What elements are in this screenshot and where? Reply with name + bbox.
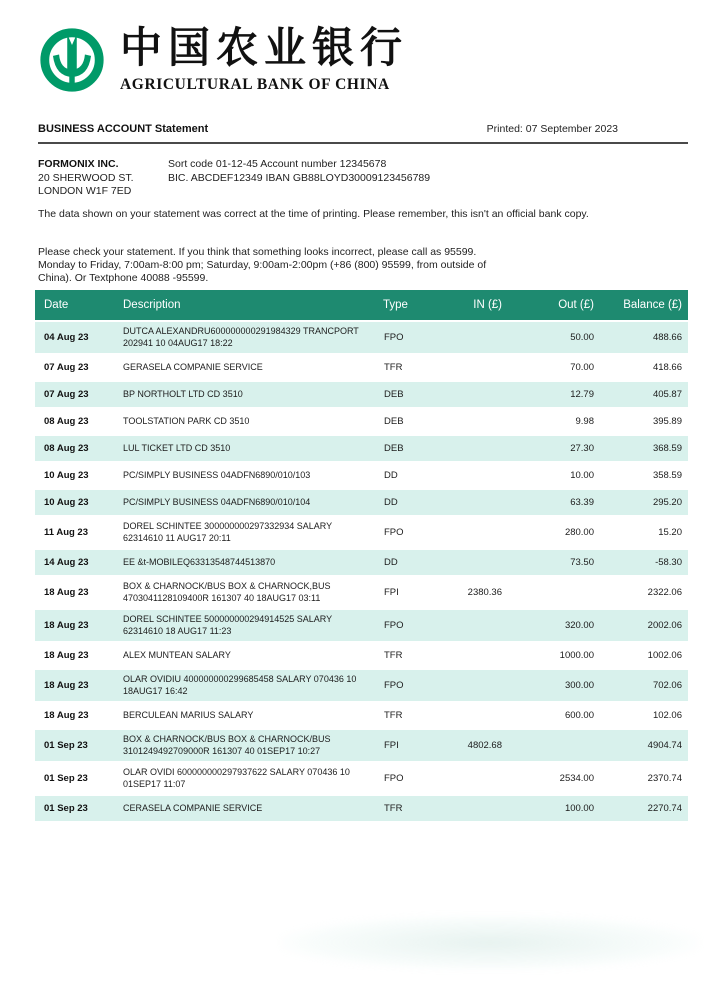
- cell-date: 18 Aug 23: [44, 680, 89, 691]
- cell-type: TFR: [384, 362, 403, 373]
- cell-out: 280.00: [564, 527, 594, 538]
- cell-out: 300.00: [564, 680, 594, 691]
- cell-type: TFR: [384, 803, 403, 814]
- cell-out: [508, 729, 600, 762]
- cell-type: DD: [384, 470, 398, 481]
- cell-in: [441, 609, 508, 642]
- cell-type: DD: [384, 557, 398, 568]
- cell-in: [441, 489, 508, 516]
- sort-code-account-number: Sort code 01-12-45 Account number 12345678: [168, 158, 387, 170]
- cell-description: BERCULEAN MARIUS SALARY: [123, 709, 254, 720]
- cell-description: DOREL SCHINTEE 500000000294914525 SALARY 62314610 18 AUG17 11:23: [123, 614, 332, 636]
- cell-description: TOOLSTATION PARK CD 3510: [123, 415, 250, 426]
- cell-type: FPO: [384, 680, 404, 691]
- bank-header: [38, 24, 408, 96]
- cell-balance: 2270.74: [647, 803, 682, 814]
- table-row: [35, 321, 688, 354]
- cell-in: [441, 669, 508, 702]
- cell-date: 08 Aug 23: [44, 443, 89, 454]
- cell-balance: 368.59: [652, 443, 682, 454]
- cell-date: 01 Sep 23: [44, 740, 88, 751]
- cell-balance: 405.87: [652, 389, 682, 400]
- account-holder: [38, 158, 168, 199]
- table-row: [35, 549, 688, 576]
- table-row: [35, 489, 688, 516]
- cell-balance: 295.20: [652, 497, 682, 508]
- account-block: [38, 158, 430, 199]
- header-date: Date: [35, 290, 121, 321]
- cell-in: [441, 795, 508, 822]
- cell-date: 14 Aug 23: [44, 557, 89, 568]
- table-row: [35, 702, 688, 729]
- cell-date: 01 Sep 23: [44, 773, 88, 784]
- cell-type: FPO: [384, 527, 404, 538]
- cell-type: DEB: [384, 416, 404, 427]
- cell-description: BP NORTHOLT LTD CD 3510: [123, 388, 243, 399]
- cell-balance: 4904.74: [647, 740, 682, 751]
- bank-name-english: AGRICULTURAL BANK OF CHINA: [120, 76, 390, 93]
- table-row: [35, 762, 688, 795]
- transactions-table: [35, 290, 688, 823]
- disclaimer-text: The data shown on your statement was correct at the time of printing. Please remember, this isn't an official bank copy.: [38, 208, 589, 220]
- cell-description: DUTCA ALEXANDRU600000000291984329 TRANCPORT 202941 10 04AUG17 18:22: [123, 326, 359, 348]
- cell-type: DD: [384, 497, 398, 508]
- table-row: [35, 408, 688, 435]
- account-holder-name: FORMONIX INC.: [38, 158, 119, 170]
- cell-out: [508, 576, 600, 609]
- bank-name-chinese: 中国农业银行: [120, 26, 409, 72]
- cell-description: PC/SIMPLY BUSINESS 04ADFN6890/010/103: [123, 469, 311, 480]
- cell-balance: 418.66: [652, 362, 682, 373]
- header-type: Type: [383, 290, 441, 321]
- cell-in: [441, 408, 508, 435]
- cell-date: 07 Aug 23: [44, 389, 89, 400]
- header-row: [35, 290, 688, 321]
- cell-in: [441, 321, 508, 354]
- cell-date: 08 Aug 23: [44, 416, 89, 427]
- cell-type: TFR: [384, 710, 403, 721]
- cell-in: [441, 549, 508, 576]
- cell-type: FPO: [384, 620, 404, 631]
- cell-date: 18 Aug 23: [44, 620, 89, 631]
- cell-in: [441, 435, 508, 462]
- cell-in: 2380.36: [467, 587, 502, 598]
- cell-balance: 358.59: [652, 470, 682, 481]
- cell-out: 27.30: [570, 443, 594, 454]
- cell-balance: 15.20: [658, 527, 682, 538]
- scan-artifact-watermark: [280, 915, 700, 970]
- table-row: [35, 642, 688, 669]
- cell-in: [441, 702, 508, 729]
- cell-description: BOX & CHARNOCK/BUS BOX & CHARNOCK/BUS 3101249492709000R 161307 40 01SEP17 10:27: [123, 734, 331, 756]
- cell-balance: 2002.06: [647, 620, 682, 631]
- account-holder-address2: LONDON W1F 7ED: [38, 185, 132, 197]
- cell-date: 10 Aug 23: [44, 497, 89, 508]
- cell-date: 18 Aug 23: [44, 650, 89, 661]
- cell-balance: 2370.74: [647, 773, 682, 784]
- table-row: [35, 729, 688, 762]
- cell-out: 2534.00: [559, 773, 594, 784]
- cell-description: GERASELA COMPANIE SERVICE: [123, 361, 263, 372]
- transactions-table-body: [35, 321, 688, 822]
- table-row: [35, 516, 688, 549]
- cell-description: EE &t-MOBILEQ63313548744513870: [123, 556, 276, 567]
- cell-balance: 1002.06: [647, 650, 682, 661]
- statement-title: BUSINESS ACCOUNT Statement: [38, 123, 209, 135]
- cell-in: [441, 642, 508, 669]
- cell-in: [441, 381, 508, 408]
- notice-text: Please check your statement. If you think that something looks incorrect, please call as 95599. Monday to Friday, 7:00am-8:00 pm; Saturday, 9:00am-2:00pm (+86 (800) 95599, from outside of China). Or Textphone 40088 -95599.: [38, 246, 487, 284]
- header-in: IN (£): [441, 290, 508, 321]
- table-row: [35, 462, 688, 489]
- cell-out: 1000.00: [559, 650, 594, 661]
- cell-date: 01 Sep 23: [44, 803, 88, 814]
- cell-out: 9.98: [575, 416, 594, 427]
- cell-type: TFR: [384, 650, 403, 661]
- cell-balance: -58.30: [655, 557, 682, 568]
- cell-description: OLAR OVIDI 600000000297937622 SALARY 070436 10 01SEP17 11:07: [123, 767, 350, 789]
- cell-date: 18 Aug 23: [44, 710, 89, 721]
- cell-description: ALEX MUNTEAN SALARY: [123, 649, 231, 660]
- cell-date: 11 Aug 23: [44, 527, 89, 538]
- table-row: [35, 609, 688, 642]
- cell-out: 10.00: [570, 470, 594, 481]
- cell-description: PC/SIMPLY BUSINESS 04ADFN6890/010/104: [123, 496, 311, 507]
- cell-balance: 702.06: [652, 680, 682, 691]
- cell-out: 12.79: [570, 389, 594, 400]
- table-row: [35, 669, 688, 702]
- abc-bank-logo-icon: [38, 24, 106, 96]
- table-row: [35, 435, 688, 462]
- cell-date: 04 Aug 23: [44, 332, 89, 343]
- bank-names: [120, 26, 408, 94]
- cell-out: 600.00: [564, 710, 594, 721]
- cell-description: CERASELA COMPANIE SERVICE: [123, 802, 263, 813]
- cell-description: OLAR OVIDIU 400000000299685458 SALARY 070436 10 18AUG17 16:42: [123, 674, 357, 696]
- cell-out: 100.00: [564, 803, 594, 814]
- cell-type: FPO: [384, 332, 404, 343]
- cell-balance: 2322.06: [647, 587, 682, 598]
- cell-out: 320.00: [564, 620, 594, 631]
- printed-date: Printed: 07 September 2023: [486, 123, 618, 135]
- cell-balance: 102.06: [652, 710, 682, 721]
- header-divider: [38, 142, 688, 144]
- bic-iban: BIC. ABCDEF12349 IBAN GB88LOYD30009123456789: [168, 171, 431, 184]
- table-row: [35, 354, 688, 381]
- cell-out: 70.00: [570, 362, 594, 373]
- cell-balance: 395.89: [652, 416, 682, 427]
- table-row: [35, 795, 688, 822]
- table-row: [35, 576, 688, 609]
- account-details: [168, 158, 430, 199]
- cell-in: [441, 354, 508, 381]
- cell-description: LUL TICKET LTD CD 3510: [123, 442, 231, 453]
- cell-date: 18 Aug 23: [44, 587, 89, 598]
- cell-out: 73.50: [570, 557, 594, 568]
- cell-in: 4802.68: [467, 740, 502, 751]
- cell-type: FPI: [384, 740, 399, 751]
- header-balance: Balance (£): [600, 290, 688, 321]
- cell-date: 07 Aug 23: [44, 362, 89, 373]
- cell-description: DOREL SCHINTEE 300000000297332934 SALARY 62314610 11 AUG17 20:11: [123, 521, 332, 543]
- cell-type: DEB: [384, 443, 404, 454]
- transactions-table-header: [35, 290, 688, 321]
- cell-out: 63.39: [570, 497, 594, 508]
- header-out: Out (£): [508, 290, 600, 321]
- cell-type: FPI: [384, 587, 399, 598]
- cell-date: 10 Aug 23: [44, 470, 89, 481]
- cell-in: [441, 516, 508, 549]
- cell-description: BOX & CHARNOCK/BUS BOX & CHARNOCK,BUS 4703041128109400R 161307 40 18AUG17 03:11: [123, 581, 331, 603]
- account-holder-address1: 20 SHERWOOD ST.: [38, 171, 134, 184]
- cell-balance: 488.66: [652, 332, 682, 343]
- cell-out: 50.00: [570, 332, 594, 343]
- cell-type: DEB: [384, 389, 404, 400]
- header-description: Description: [121, 290, 383, 321]
- cell-in: [441, 462, 508, 489]
- table-row: [35, 381, 688, 408]
- cell-type: FPO: [384, 773, 404, 784]
- cell-in: [441, 762, 508, 795]
- statement-titlebar: [38, 123, 688, 135]
